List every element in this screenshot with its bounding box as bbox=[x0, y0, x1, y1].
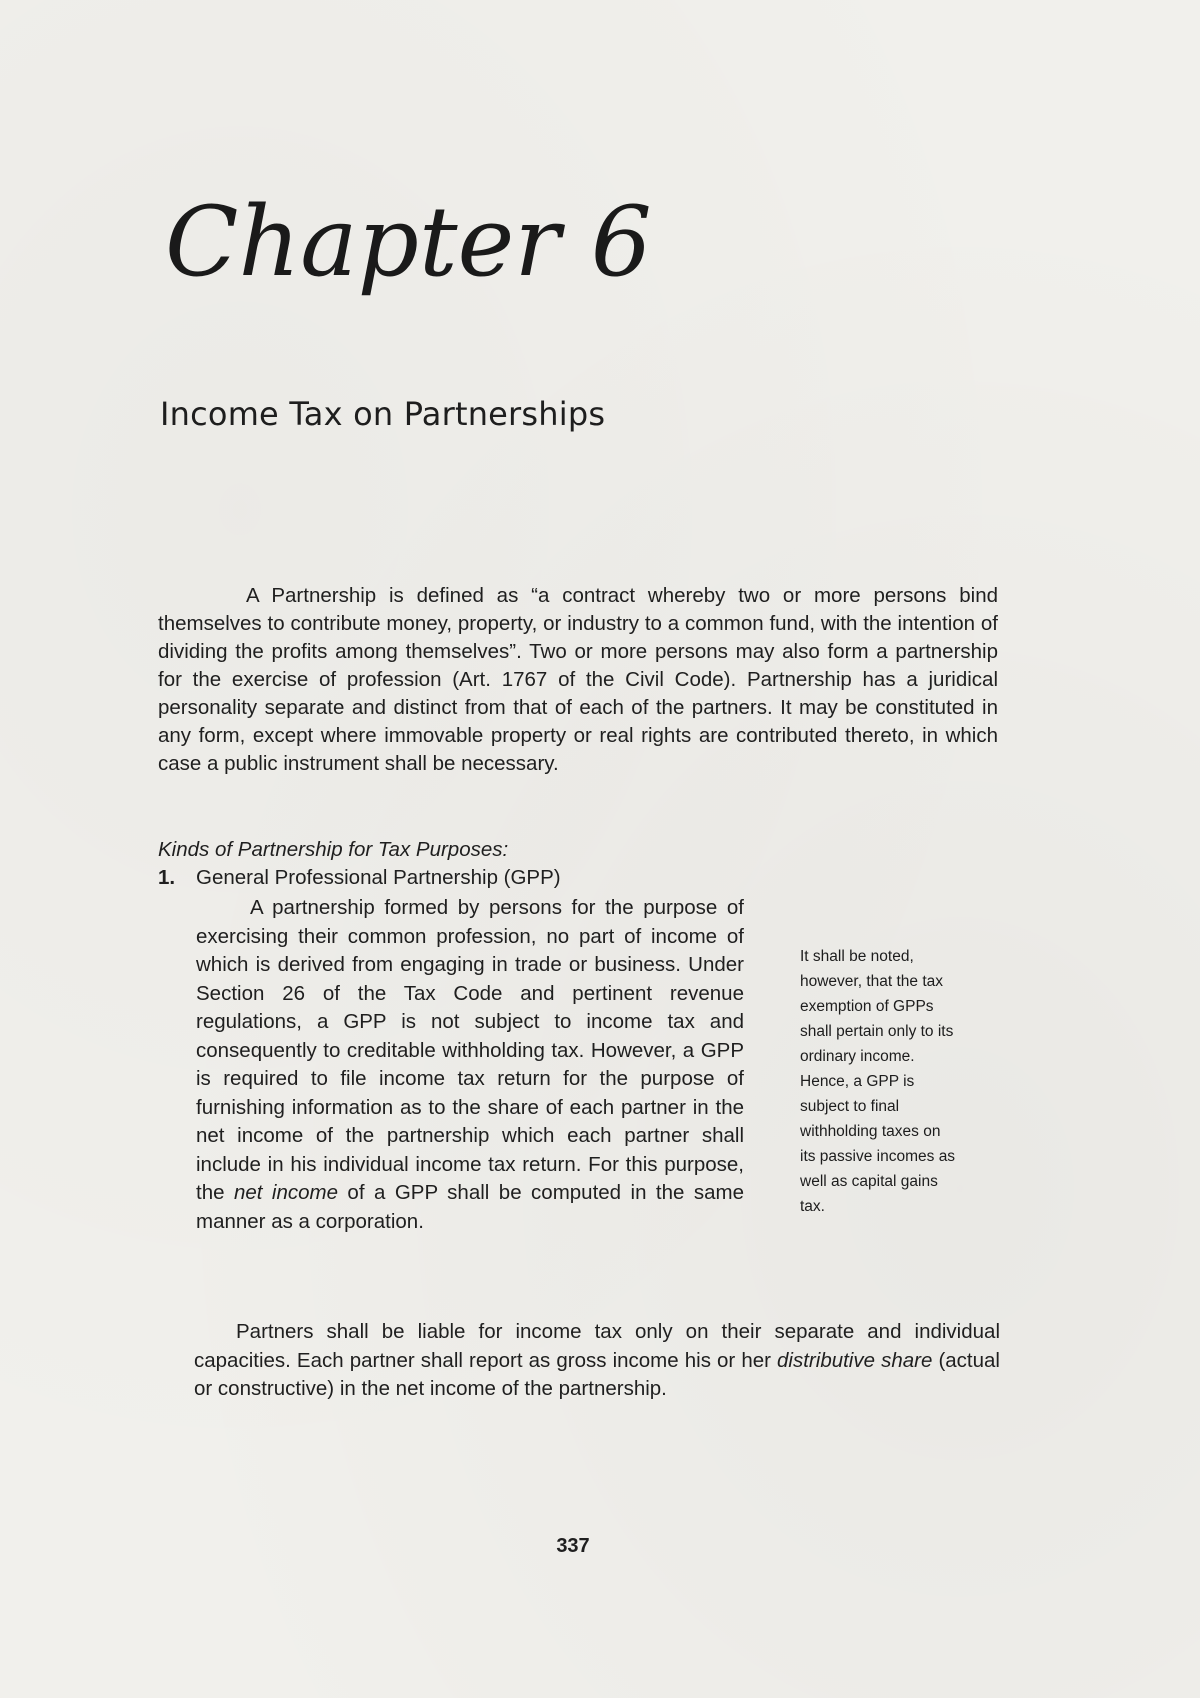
gpp-net-income-term: net income bbox=[233, 1181, 338, 1204]
gpp-description bbox=[196, 894, 744, 1236]
gpp-heading: General Professional Partnership (GPP) bbox=[196, 866, 561, 889]
intro-paragraph: A Partnership is defined as “a contract whereby two or more persons bind themselves to contribute money, property, or industry to a common fund, with the intention of dividing the profits among themselves”. Two or more persons may also form a partnership for the exercise of profession (Art. 1767 of the Civil Code). Partnership has a juridical personality separate and distinct from that of each of the partners. It may be constituted in any form, except where immovable property or real rights are contributed thereto, in which case a public instrument shall be necessary. bbox=[158, 584, 998, 775]
chapter-title: Income Tax on Partnerships bbox=[160, 395, 606, 433]
gpp-description-text: A partnership formed by persons for the purpose of exercising their common profession, no part of income of which is derived from engaging in trade or business. Under Section 26 of the Tax Code and pertinent revenue regulations, a GPP is not subject to income tax and consequently to creditable withholding tax. However, a GPP is required to file income tax return for the purpose of furnishing information as to the share of each partner in the net income of the partnership which each partner shall include in his individual income tax return. For this purpose, the bbox=[196, 896, 744, 1204]
distributive-share-term: distributive share bbox=[777, 1348, 933, 1372]
partners-paragraph-end: (actual or constructive) in the net income of the partnership. bbox=[194, 1348, 1000, 1400]
kinds-heading: Kinds of Partnership for Tax Purposes: bbox=[158, 838, 509, 861]
chapter-heading bbox=[165, 170, 665, 370]
partners-paragraph bbox=[194, 1318, 1000, 1404]
page-number: 337 bbox=[556, 1535, 590, 1557]
chapter-label: Chapter 6 bbox=[165, 186, 652, 298]
side-note: It shall be noted, however, that the tax exemption of GPPs shall pertain only to its ordinary income. Hence, a GPP is subject to final withholding taxes on its passive incomes as well as capital gains tax. bbox=[800, 948, 956, 1215]
partners-paragraph-text: Partners shall be liable for income tax only on their separate and individual capacities. Each partner shall report as gross income his or her bbox=[194, 1320, 1000, 1372]
gpp-description-end: of a GPP shall be computed in the same manner as a corporation. bbox=[196, 1181, 744, 1233]
list-item-number: 1. bbox=[158, 866, 176, 889]
